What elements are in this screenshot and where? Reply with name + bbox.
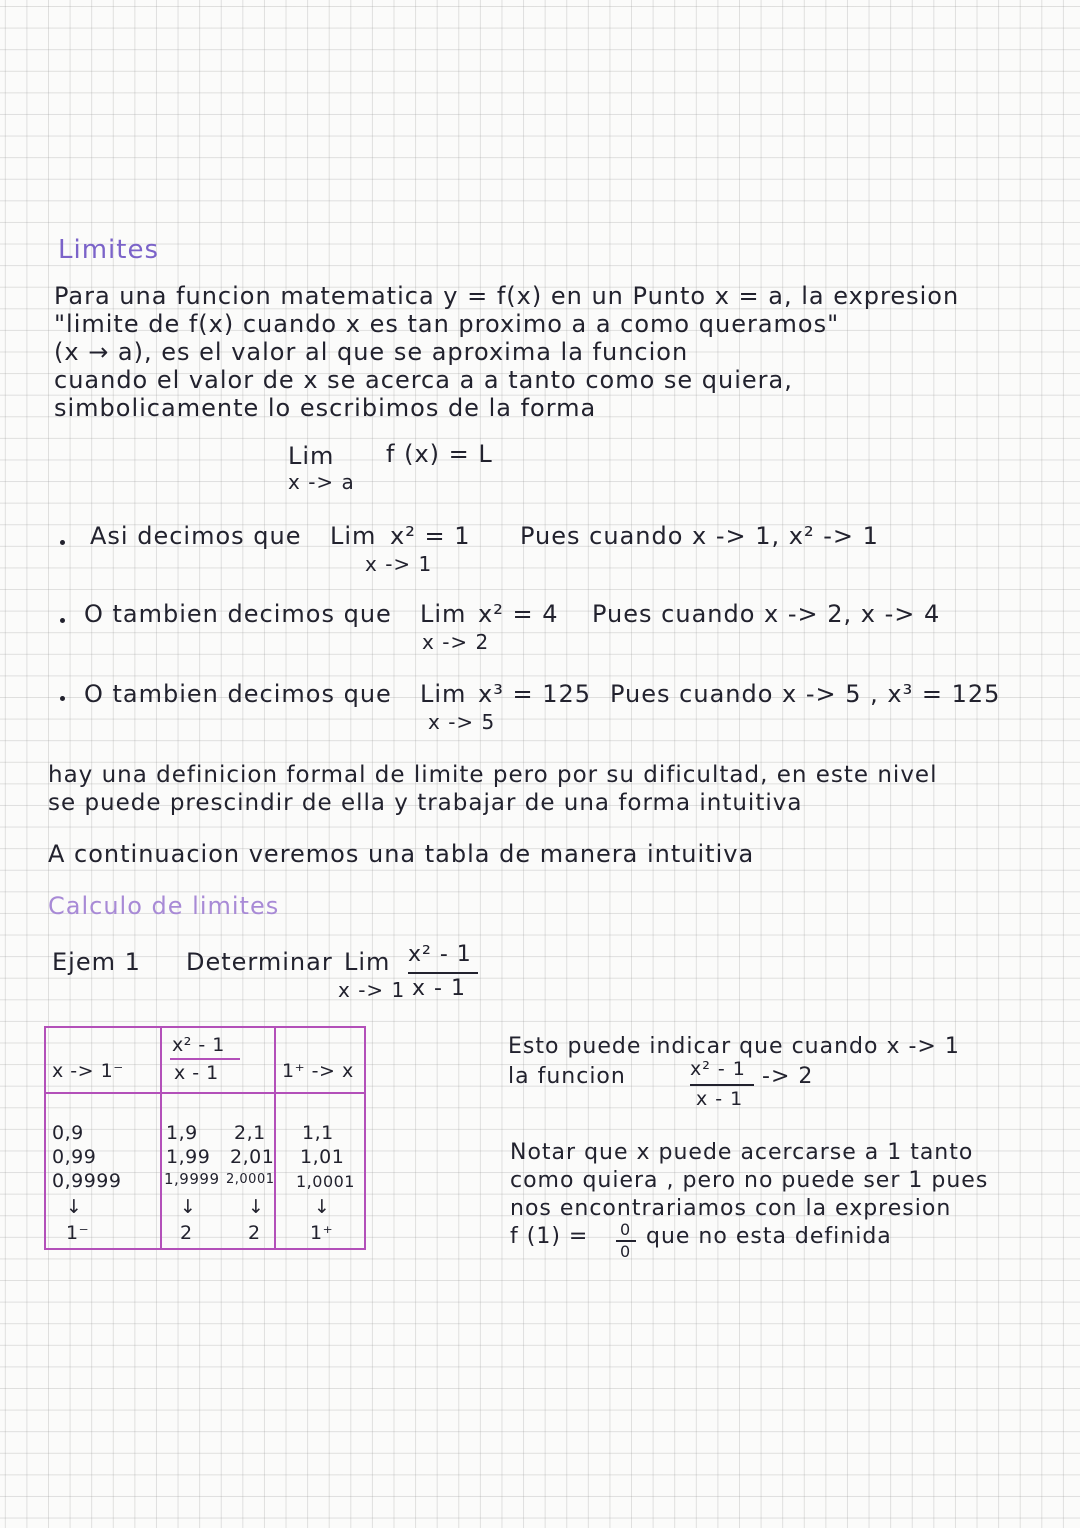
general-limit-lim: Lim (288, 442, 335, 470)
fraction-bar (170, 1058, 240, 1060)
intro-line-3: (x → a), es el valor al que se aproxima la funcion (54, 338, 689, 366)
table-cell: 1,1 (302, 1122, 334, 1144)
table-header-divider (44, 1092, 366, 1094)
example-3-lim: Lim (420, 680, 467, 708)
example1-numerator: x² - 1 (408, 942, 472, 967)
intro-line-4: cuando el valor de x se acerca a a tanto como se quiera, (54, 366, 793, 394)
table-cell: 0,9999 (52, 1170, 122, 1192)
note2-line-1: Notar que x puede acercarse a 1 tanto (510, 1140, 974, 1165)
definition-line-1: hay una definicion formal de limite pero por su dificultad, en este nivel (48, 762, 938, 788)
example1-denominator: x - 1 (412, 976, 466, 1001)
table-cell: 1,9999 (164, 1170, 220, 1188)
note2-line-3: nos encontrariamos con la expresion (510, 1196, 952, 1221)
example-1-expr: x² = 1 (390, 522, 471, 550)
example-3-expr: x³ = 125 (478, 680, 591, 708)
table-header-mid-den: x - 1 (174, 1062, 219, 1084)
bullet (60, 618, 65, 623)
table-intro: A continuacion veremos una tabla de manera intuitiva (48, 840, 755, 868)
note2-fraction-num: 0 (620, 1220, 632, 1239)
table-cell: 1,99 (166, 1146, 211, 1168)
note1-line-1: Esto puede indicar que cuando x -> 1 (508, 1034, 960, 1059)
table-cell: 2,0001 (226, 1172, 275, 1187)
example1-lim: Lim (344, 948, 391, 976)
example-2-lim: Lim (420, 600, 467, 628)
example-1-prefix: Asi decimos que (90, 522, 302, 550)
fraction-bar (408, 972, 478, 974)
bullet (60, 540, 65, 545)
note1-line-2-prefix: la funcion (508, 1064, 626, 1089)
table-cell: 0,9 (52, 1122, 84, 1144)
table-cell: ↓ (66, 1196, 83, 1218)
note1-fraction-num: x² - 1 (690, 1058, 746, 1080)
note1-fraction-den: x - 1 (696, 1088, 744, 1110)
note2-fraction-den: 0 (620, 1242, 632, 1261)
table-column-divider (274, 1026, 276, 1250)
example-3-reason: Pues cuando x -> 5 , x³ = 125 (610, 680, 1001, 708)
example-1-sub: x -> 1 (365, 552, 433, 576)
note2-line-2: como quiera , pero no puede ser 1 pues (510, 1168, 989, 1193)
table-cell: ↓ (180, 1196, 197, 1218)
fraction-bar (690, 1084, 754, 1086)
example-3-prefix: O tambien decimos que (84, 680, 392, 708)
example-2-sub: x -> 2 (422, 630, 490, 654)
table-header-mid-num: x² - 1 (172, 1034, 225, 1056)
table-cell: 2 (180, 1222, 193, 1244)
table-cell: 2,1 (234, 1122, 266, 1144)
example-2-prefix: O tambien decimos que (84, 600, 392, 628)
intro-line-1: Para una funcion matematica y = f(x) en un Punto x = a, la expresion (54, 282, 960, 310)
general-limit-expr: f (x) = L (386, 440, 493, 468)
general-limit-sub: x -> a (288, 470, 355, 494)
example-2-reason: Pues cuando x -> 2, x -> 4 (592, 600, 941, 628)
table-cell: 1,0001 (296, 1172, 355, 1191)
table-cell: 1⁻ (66, 1222, 90, 1244)
page-title: Limites (58, 235, 159, 265)
bullet (60, 696, 65, 701)
table-cell: 2,01 (230, 1146, 275, 1168)
example-3-sub: x -> 5 (428, 710, 496, 734)
example-2-expr: x² = 4 (478, 600, 559, 628)
table-cell: 0,99 (52, 1146, 97, 1168)
intro-line-5: simbolicamente lo escribimos de la forma (54, 394, 597, 422)
table-cell: 1,01 (300, 1146, 345, 1168)
note2-line-4-prefix: f (1) = (510, 1224, 589, 1249)
section-title: Calculo de limites (48, 892, 280, 920)
example1-label: Ejem 1 (52, 948, 141, 976)
table-header-right: 1⁺ -> x (282, 1060, 354, 1082)
table-cell: 1,9 (166, 1122, 198, 1144)
table-cell: 2 (248, 1222, 261, 1244)
table-cell: 1⁺ (310, 1222, 334, 1244)
example-1-reason: Pues cuando x -> 1, x² -> 1 (520, 522, 879, 550)
note1-line-2-suffix: -> 2 (762, 1064, 814, 1089)
table-header-left: x -> 1⁻ (52, 1060, 124, 1082)
table-cell: ↓ (248, 1196, 265, 1218)
intro-line-2: "limite de f(x) cuando x es tan proximo a a como queramos" (54, 310, 840, 338)
example-1-lim: Lim (330, 522, 377, 550)
example1-sub: x -> 1 (338, 978, 406, 1002)
table-cell: ↓ (314, 1196, 331, 1218)
note2-line-4-suffix: que no esta definida (646, 1224, 892, 1249)
table-column-divider (160, 1026, 162, 1250)
definition-line-2: se puede prescindir de ella y trabajar de una forma intuitiva (48, 790, 803, 816)
example1-verb: Determinar (186, 948, 333, 976)
